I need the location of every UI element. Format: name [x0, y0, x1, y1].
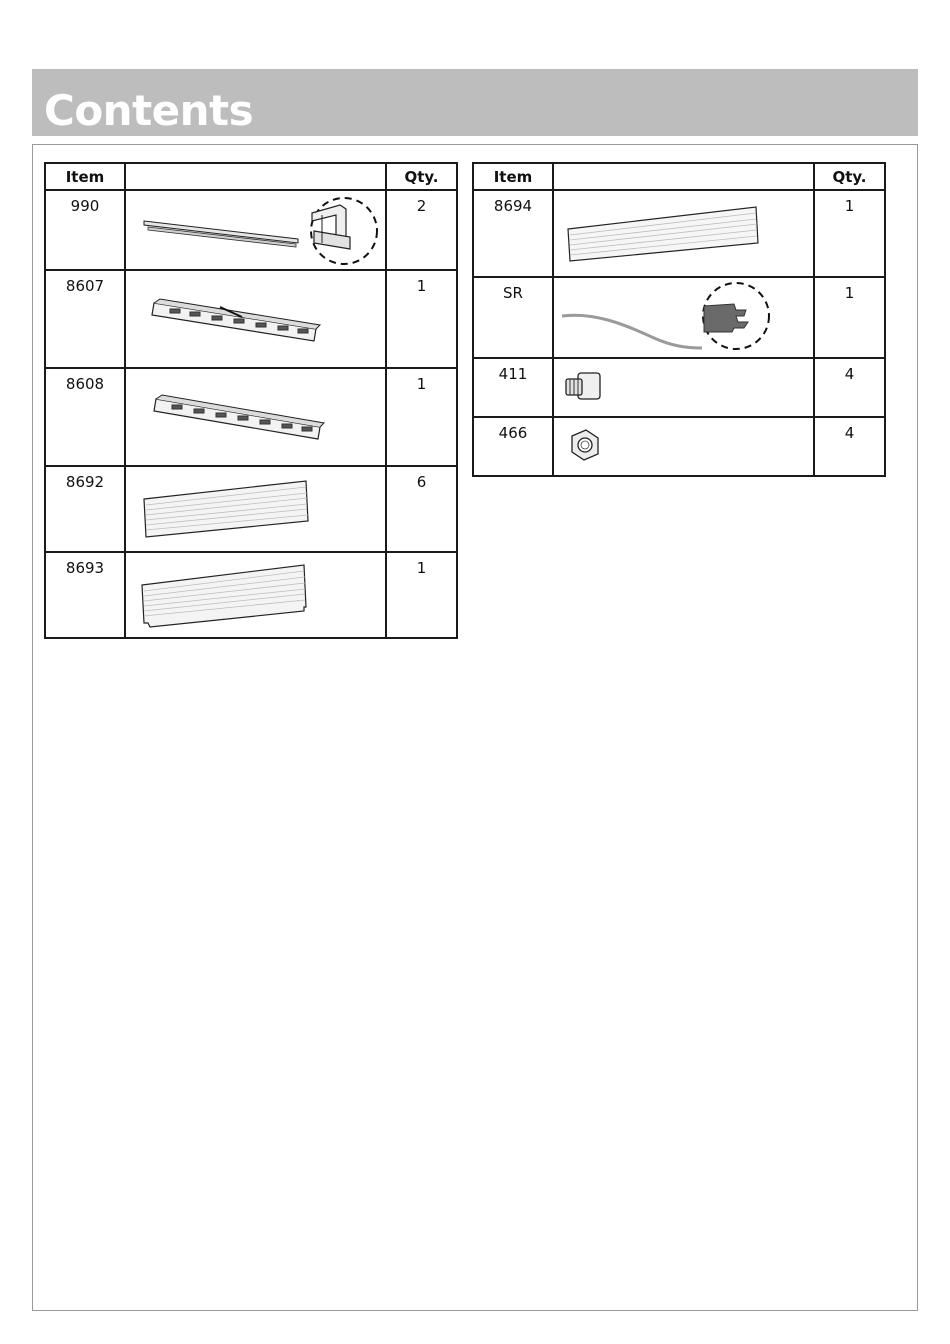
table-row [473, 190, 885, 277]
part-picture [125, 466, 386, 552]
item-qty: 1 [814, 277, 885, 358]
item-code: 8608 [45, 368, 125, 466]
item-code: 8693 [45, 552, 125, 638]
hex-nut-icon [554, 418, 813, 475]
table-row [45, 466, 457, 552]
part-picture [125, 552, 386, 638]
bracket-bar-icon [126, 271, 385, 367]
table-row [45, 552, 457, 638]
item-code: 8607 [45, 270, 125, 368]
table-header-row [45, 163, 457, 190]
table-row [45, 190, 457, 270]
part-picture [553, 358, 814, 417]
column-header-qty: Qty. [386, 163, 457, 190]
table-row [473, 358, 885, 417]
table-header-row [473, 163, 885, 190]
item-qty: 2 [386, 190, 457, 270]
part-picture [553, 190, 814, 277]
item-code: 411 [473, 358, 553, 417]
part-picture [125, 270, 386, 368]
rail-with-detail-icon [126, 191, 385, 269]
column-header-qty: Qty. [814, 163, 885, 190]
part-picture [125, 190, 386, 270]
table-row [45, 368, 457, 466]
column-header-item: Item [473, 163, 553, 190]
item-code: 8694 [473, 190, 553, 277]
item-qty: 1 [386, 368, 457, 466]
page-title: Contents [44, 86, 254, 135]
item-qty: 1 [814, 190, 885, 277]
bracket-bar-icon [126, 369, 385, 465]
item-code: 8692 [45, 466, 125, 552]
item-qty: 1 [386, 552, 457, 638]
parts-table-left [44, 162, 458, 639]
part-picture [125, 368, 386, 466]
panel-icon [554, 191, 813, 276]
parts-table-right [472, 162, 886, 477]
table-row [473, 277, 885, 358]
sealing-rope-icon [554, 278, 813, 357]
column-header-item: Item [45, 163, 125, 190]
item-qty: 4 [814, 358, 885, 417]
table-row [473, 417, 885, 476]
panel-notched-icon [126, 553, 385, 637]
column-header-picture [125, 163, 386, 190]
page-header [32, 69, 918, 136]
item-qty: 4 [814, 417, 885, 476]
column-header-picture [553, 163, 814, 190]
item-code: 990 [45, 190, 125, 270]
part-picture [553, 277, 814, 358]
item-qty: 6 [386, 466, 457, 552]
item-code: SR [473, 277, 553, 358]
square-bolt-icon [554, 359, 813, 416]
table-row [45, 270, 457, 368]
part-picture [553, 417, 814, 476]
item-code: 466 [473, 417, 553, 476]
item-qty: 1 [386, 270, 457, 368]
panel-icon [126, 467, 385, 551]
